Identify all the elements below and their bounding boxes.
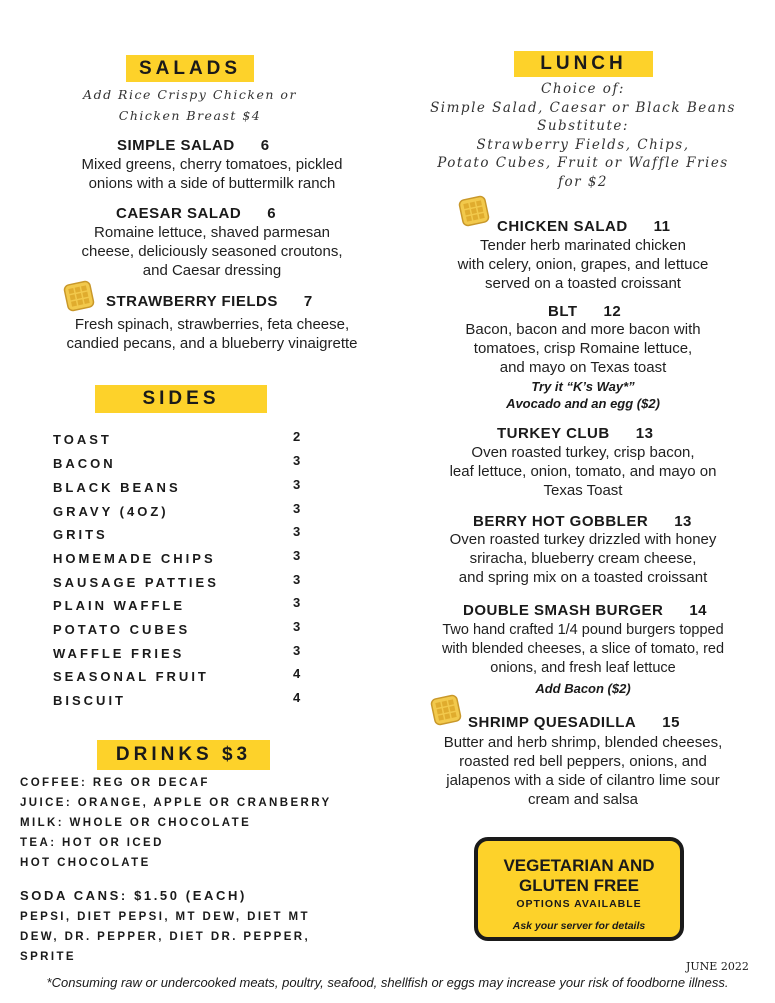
desc-line: Tender herb marinated chicken — [480, 237, 686, 254]
side-item — [53, 643, 313, 670]
item-price: 15 — [662, 714, 680, 731]
chicken-salad-title — [497, 218, 671, 235]
soda-line: SPRITE — [20, 951, 76, 963]
berry-hot-gobbler-desc — [400, 530, 766, 587]
side-price: 3 — [293, 501, 301, 516]
item-name: SIMPLE SALAD — [117, 137, 235, 154]
shrimp-quesadilla-title — [468, 714, 680, 731]
veg-line2: GLUTEN FREE — [519, 876, 639, 895]
item-name: CHICKEN SALAD — [497, 218, 628, 235]
desc-line: served on a toasted croissant — [485, 275, 681, 292]
desc-line: roasted red bell peppers, onions, and — [459, 753, 707, 770]
soda-title: SODA CANS: $1.50 (EACH) — [20, 888, 247, 903]
side-price: 3 — [293, 595, 301, 610]
side-item — [53, 548, 313, 575]
sides-banner: SIDES — [95, 385, 267, 413]
side-name: GRITS — [53, 527, 108, 542]
side-price: 4 — [293, 666, 301, 681]
desc-line: Romaine lettuce, shaved parmesan — [94, 224, 330, 241]
item-price: 6 — [260, 137, 270, 154]
choice-line: Potato Cubes, Fruit or Waffle Fries — [437, 155, 729, 171]
item-name: TURKEY CLUB — [497, 425, 610, 442]
simple-salad-desc — [20, 155, 404, 193]
waffle-icon — [430, 694, 462, 726]
desc-line: Bacon, bacon and more bacon with — [465, 321, 701, 338]
desc-line: onions with a side of buttermilk ranch — [88, 175, 336, 192]
waffle-icon — [458, 195, 490, 227]
item-price: 13 — [635, 425, 654, 442]
side-name: BLACK BEANS — [53, 480, 181, 495]
desc-line: candied pecans, and a blueberry vinaigrette — [66, 335, 358, 352]
item-price: 7 — [303, 293, 313, 310]
item-price: 12 — [603, 303, 622, 320]
veg-line3: OPTIONS AVAILABLE — [516, 898, 642, 910]
desc-line: sriracha, blueberry cream cheese, — [469, 550, 697, 567]
desc-line: Texas Toast — [543, 482, 623, 499]
soda-line: DEW, DR. PEPPER, DIET DR. PEPPER, — [20, 931, 311, 943]
desc-line: Oven roasted turkey, crisp bacon, — [471, 444, 695, 461]
drink-line: JUICE: ORANGE, APPLE OR CRANBERRY — [20, 797, 332, 809]
note-line: Try it “K’s Way*” — [531, 379, 635, 394]
desc-line: Oven roasted turkey drizzled with honey — [449, 531, 717, 548]
side-name: BACON — [53, 456, 116, 471]
salads-subtitle-line2: Chicken Breast $4 — [118, 108, 262, 123]
desc-line: jalapenos with a side of cilantro lime sour — [446, 772, 720, 789]
strawberry-fields-desc — [20, 315, 404, 353]
lunch-choice — [400, 80, 766, 191]
blt-desc — [400, 320, 766, 377]
side-item — [53, 595, 313, 622]
blt-note — [400, 378, 766, 412]
desc-line: tomatoes, crisp Romaine lettuce, — [473, 340, 693, 357]
desc-line: and mayo on Texas toast — [499, 359, 667, 376]
side-item — [53, 690, 313, 717]
item-name: DOUBLE SMASH BURGER — [463, 602, 664, 619]
item-price: 6 — [267, 205, 277, 222]
drink-line: COFFEE: REG OR DECAF — [20, 777, 210, 789]
item-name: CAESAR SALAD — [116, 205, 242, 222]
desc-line: cheese, deliciously seasoned croutons, — [81, 243, 343, 260]
item-price: 14 — [689, 602, 708, 619]
desc-line: with blended cheeses, a slice of tomato, red — [441, 641, 725, 657]
shrimp-quesadilla-desc — [400, 733, 766, 809]
note-line: Add Bacon ($2) — [535, 681, 631, 696]
double-smash-burger-desc — [400, 621, 766, 678]
choice-line: Substitute: — [537, 118, 629, 134]
drink-line: HOT CHOCOLATE — [20, 857, 151, 869]
turkey-club-title — [497, 425, 653, 442]
side-name: HOMEMADE CHIPS — [53, 551, 216, 566]
item-name: BERRY HOT GOBBLER — [473, 513, 649, 530]
blt-title — [548, 303, 621, 320]
side-price: 3 — [293, 524, 301, 539]
side-name: TOAST — [53, 432, 112, 447]
side-item — [53, 666, 313, 693]
salads-subtitle-line1: Add Rice Crispy Chicken or — [83, 87, 297, 102]
veg-line4: Ask your server for details — [512, 920, 646, 932]
item-price: 13 — [674, 513, 692, 530]
side-name: POTATO CUBES — [53, 622, 191, 637]
side-item — [53, 524, 313, 551]
caesar-salad-desc — [20, 223, 404, 280]
vegetarian-box — [474, 837, 684, 941]
desc-line: leaf lettuce, onion, tomato, and mayo on — [449, 463, 717, 480]
double-smash-burger-title — [463, 602, 707, 619]
strawberry-fields-title — [106, 293, 313, 310]
side-item — [53, 501, 313, 528]
desc-line: onions, and fresh leaf lettuce — [490, 660, 676, 676]
item-name: SHRIMP QUESADILLA — [468, 714, 637, 731]
desc-line: Butter and herb shrimp, blended cheeses, — [443, 734, 723, 751]
disclaimer: *Consuming raw or undercooked meats, poultry, seafood, shellfish or eggs may increase your risk of foodborne illness. — [46, 975, 729, 990]
side-item — [53, 453, 313, 480]
side-name: SEASONAL FRUIT — [53, 669, 209, 684]
side-price: 3 — [293, 619, 301, 634]
choice-line: Simple Salad, Caesar or Black Beans — [430, 99, 736, 116]
item-price: 11 — [653, 218, 671, 235]
choice-line: Choice of: — [541, 81, 625, 97]
chicken-salad-desc — [400, 236, 766, 293]
desc-line: and Caesar dressing — [142, 262, 282, 279]
side-name: GRAVY (4OZ) — [53, 504, 169, 519]
caesar-salad-title — [116, 205, 276, 222]
desc-line: with celery, onion, grapes, and lettuce — [457, 256, 709, 273]
side-item — [53, 429, 313, 456]
desc-line: Two hand crafted 1/4 pound burgers topped — [442, 622, 724, 638]
side-price: 2 — [293, 429, 301, 444]
side-name: SAUSAGE PATTIES — [53, 575, 219, 590]
choice-line: Strawberry Fields, Chips, — [476, 136, 690, 153]
desc-line: Mixed greens, cherry tomatoes, pickled — [81, 156, 343, 173]
side-name: WAFFLE FRIES — [53, 646, 185, 661]
note-line: Avocado and an egg ($2) — [506, 396, 660, 411]
side-price: 3 — [293, 643, 301, 658]
side-item — [53, 619, 313, 646]
item-name: BLT — [548, 303, 578, 320]
item-name: STRAWBERRY FIELDS — [106, 293, 278, 310]
side-price: 3 — [293, 453, 301, 468]
salads-banner: SALADS — [126, 55, 254, 82]
waffle-icon — [63, 280, 95, 312]
side-price: 4 — [293, 690, 301, 705]
lunch-banner: LUNCH — [514, 51, 653, 77]
desc-line: Fresh spinach, strawberries, feta cheese, — [74, 316, 350, 333]
berry-hot-gobbler-title — [473, 513, 692, 530]
side-name: PLAIN WAFFLE — [53, 598, 186, 613]
side-price: 3 — [293, 572, 301, 587]
side-price: 3 — [293, 477, 301, 492]
simple-salad-title — [117, 137, 270, 154]
salads-subtitle — [40, 84, 340, 126]
drink-line: MILK: WHOLE OR CHOCOLATE — [20, 817, 252, 829]
menu-date: JUNE 2022 — [686, 960, 749, 973]
drinks-banner: DRINKS $3 — [97, 740, 270, 770]
side-price: 3 — [293, 548, 301, 563]
drink-line: TEA: HOT OR ICED — [20, 837, 164, 849]
desc-line: cream and salsa — [527, 791, 639, 808]
turkey-club-desc — [400, 443, 766, 500]
side-item — [53, 572, 313, 599]
veg-line1: VEGETARIAN AND — [503, 856, 655, 875]
side-item — [53, 477, 313, 504]
choice-line: for $2 — [557, 173, 609, 190]
desc-line: and spring mix on a toasted croissant — [458, 569, 708, 586]
side-name: BISCUIT — [53, 693, 126, 708]
soda-line: PEPSI, DIET PEPSI, MT DEW, DIET MT — [20, 911, 310, 923]
